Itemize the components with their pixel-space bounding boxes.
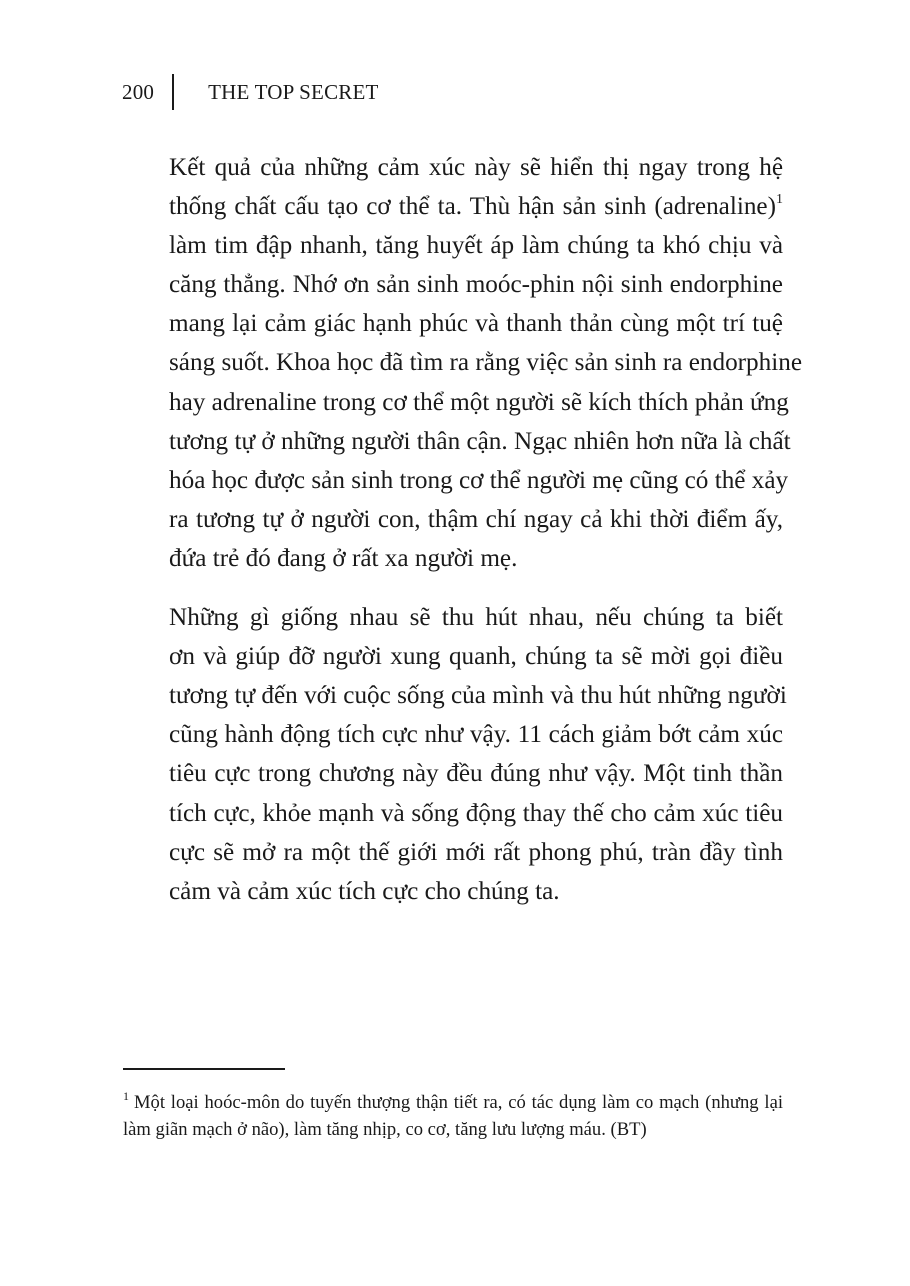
paragraph-1 [123, 148, 803, 578]
footnote-mark: 1 [123, 1088, 129, 1103]
text-line: căng thẳng. Nhớ ơn sản sinh moóc-phin nội sinh endorphine [169, 271, 783, 299]
text-line: làm tim đập nhanh, tăng huyết áp làm chúng ta khó chịu và [169, 232, 783, 260]
text-line: Những gì giống nhau sẽ thu hút nhau, nếu chúng ta biết [169, 604, 783, 632]
page-number: 200 [122, 80, 155, 104]
text-line: đứa trẻ đó đang ở rất xa người mẹ. [169, 544, 518, 572]
text-line: tiêu cực trong chương này đều đúng như vậy. Một tinh thần [169, 760, 783, 788]
text-line: cũng hành động tích cực như vậy. 11 cách giảm bớt cảm xúc [169, 721, 783, 749]
text-line: tương tự ở những người thân cận. Ngạc nhiên hơn nữa là chất [169, 427, 791, 455]
text-line: cảm và cảm xúc tích cực cho chúng ta. [169, 877, 560, 905]
footnote [123, 1090, 783, 1143]
running-header [122, 74, 379, 112]
text-line: ơn và giúp đỡ người xung quanh, chúng ta sẽ mời gọi điều [169, 643, 783, 671]
footnote-text: Một loại hoóc-môn do tuyến thượng thận tiết ra, có tác dụng làm co mạch (nhưng lại làm giãn mạch ở não), làm tăng nhịp, co cơ, tăng lưu lượng máu. (BT) [123, 1092, 783, 1140]
body-text [123, 148, 803, 911]
header-divider [172, 74, 174, 110]
paragraph-2 [123, 598, 787, 911]
footnote-separator [123, 1068, 285, 1070]
text-line: cực sẽ mở ra một thế giới mới rất phong phú, tràn đầy tình [169, 838, 783, 866]
text-line: hóa học được sản sinh trong cơ thể người mẹ cũng có thể xảy [169, 466, 789, 494]
footnote-reference[interactable]: 1 [776, 191, 783, 207]
book-title: THE TOP SECRET [208, 80, 379, 104]
text-line: Kết quả của những cảm xúc này sẽ hiển thị ngay trong hệ [169, 154, 783, 181]
text-line-content: thống chất cấu tạo cơ thể ta. Thù hận sản sinh (adrenaline) [169, 193, 776, 221]
text-line: hay adrenaline trong cơ thể một người sẽ kích thích phản ứng [169, 388, 789, 416]
text-line: sáng suốt. Khoa học đã tìm ra rằng việc sản sinh ra endorphine [169, 349, 803, 377]
text-line-with-footnote [123, 187, 783, 226]
text-line: mang lại cảm giác hạnh phúc và thanh thản cùng một trí tuệ [169, 310, 783, 338]
text-line: tương tự đến với cuộc sống của mình và thu hút những người [169, 682, 787, 710]
text-line: tích cực, khỏe mạnh và sống động thay thế cho cảm xúc tiêu [169, 799, 783, 827]
text-line: ra tương tự ở người con, thậm chí ngay cả khi thời điểm ấy, [169, 505, 783, 533]
